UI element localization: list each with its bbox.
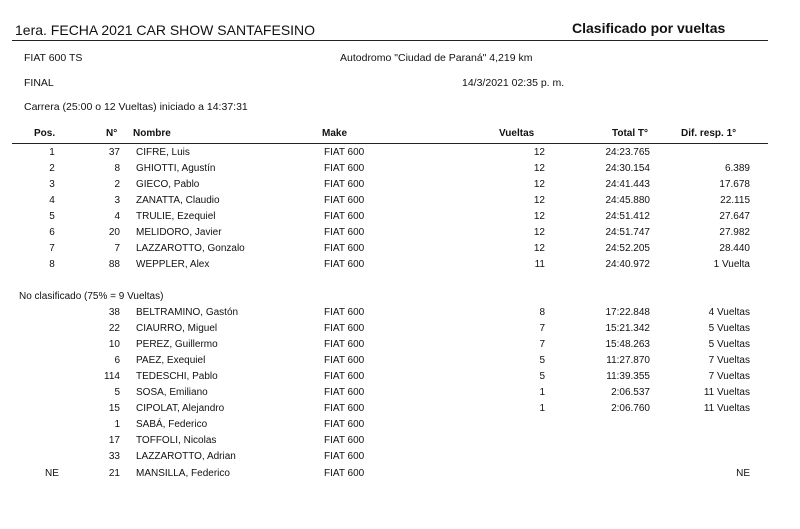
- make-cell: FIAT 600: [324, 403, 365, 414]
- classification-title: Clasificado por vueltas: [572, 20, 726, 36]
- number-cell: 20: [108, 227, 120, 238]
- pos-cell: 7: [49, 243, 55, 254]
- diff-cell: 11 Vueltas: [703, 387, 750, 398]
- col-num-header: N°: [106, 128, 118, 139]
- make-cell: FIAT 600: [324, 227, 365, 238]
- laps-cell: 12: [533, 227, 545, 238]
- laps-cell: 12: [533, 179, 545, 190]
- number-cell: 8: [114, 163, 120, 174]
- diff-cell: 5 Vueltas: [708, 339, 750, 350]
- diff-cell: 1 Vuelta: [713, 259, 750, 270]
- col-name-header: Nombre: [133, 128, 171, 139]
- total-cell: 2:06.760: [611, 403, 650, 414]
- header-divider: [12, 143, 768, 144]
- not-classified-label: No clasificado (75% = 9 Vueltas): [19, 291, 164, 302]
- make-cell: FIAT 600: [324, 468, 365, 479]
- name-cell: WEPPLER, Alex: [136, 259, 210, 270]
- number-cell: 10: [108, 339, 120, 350]
- title-divider: [12, 40, 768, 41]
- make-cell: FIAT 600: [324, 371, 365, 382]
- race-info: Carrera (25:00 o 12 Vueltas) iniciado a 14:37:31: [24, 101, 248, 113]
- total-cell: 24:23.765: [605, 147, 650, 158]
- make-cell: FIAT 600: [324, 243, 365, 254]
- diff-cell: 4 Vueltas: [708, 307, 750, 318]
- make-cell: FIAT 600: [324, 435, 365, 446]
- pos-cell: 8: [49, 259, 55, 270]
- number-cell: 37: [108, 147, 120, 158]
- diff-cell: 27.982: [719, 227, 750, 238]
- diff-cell: 27.647: [719, 211, 750, 222]
- laps-cell: 12: [533, 163, 545, 174]
- name-cell: PAEZ, Exequiel: [136, 355, 206, 366]
- name-cell: SOSA, Emiliano: [136, 387, 208, 398]
- name-cell: TOFFOLI, Nicolas: [136, 435, 217, 446]
- number-cell: 88: [108, 259, 120, 270]
- diff-cell: NE: [736, 468, 750, 479]
- name-cell: TEDESCHI, Pablo: [136, 371, 218, 382]
- name-cell: CIPOLAT, Alejandro: [136, 403, 225, 414]
- laps-cell: 1: [539, 387, 545, 398]
- laps-cell: 12: [533, 243, 545, 254]
- name-cell: MANSILLA, Federico: [136, 468, 230, 479]
- col-diff-header: Dif. resp. 1°: [681, 128, 737, 139]
- total-cell: 2:06.537: [611, 387, 650, 398]
- col-pos-header: Pos.: [34, 128, 56, 139]
- name-cell: GHIOTTI, Agustín: [136, 163, 216, 174]
- diff-cell: 7 Vueltas: [708, 355, 750, 366]
- make-cell: FIAT 600: [324, 339, 365, 350]
- make-cell: FIAT 600: [324, 307, 365, 318]
- number-cell: 114: [104, 371, 120, 382]
- name-cell: PEREZ, Guillermo: [136, 339, 218, 350]
- number-cell: 15: [108, 403, 120, 414]
- pos-cell: 3: [49, 179, 55, 190]
- number-cell: 7: [114, 243, 120, 254]
- diff-cell: 5 Vueltas: [708, 323, 750, 334]
- laps-cell: 1: [539, 403, 545, 414]
- diff-cell: 28.440: [719, 243, 750, 254]
- laps-cell: 7: [539, 339, 545, 350]
- total-cell: 17:22.848: [605, 307, 650, 318]
- make-cell: FIAT 600: [324, 451, 365, 462]
- make-cell: FIAT 600: [324, 323, 365, 334]
- diff-cell: 7 Vueltas: [708, 371, 750, 382]
- number-cell: 21: [108, 468, 120, 479]
- total-cell: 24:30.154: [605, 163, 650, 174]
- number-cell: 2: [114, 179, 120, 190]
- make-cell: FIAT 600: [324, 195, 365, 206]
- col-make-header: Make: [322, 128, 348, 139]
- pos-cell: 4: [49, 195, 55, 206]
- number-cell: 17: [108, 435, 120, 446]
- total-cell: 24:51.412: [605, 211, 650, 222]
- datetime-label: 14/3/2021 02:35 p. m.: [462, 77, 565, 89]
- name-cell: CIAURRO, Miguel: [136, 323, 218, 334]
- total-cell: 15:48.263: [605, 339, 650, 350]
- number-cell: 33: [108, 451, 120, 462]
- number-cell: 22: [108, 323, 120, 334]
- number-cell: 6: [114, 355, 120, 366]
- pos-cell: 1: [49, 147, 55, 158]
- pos-cell: 6: [49, 227, 55, 238]
- name-cell: TRULIE, Ezequiel: [136, 211, 216, 222]
- diff-cell: 6.389: [724, 163, 750, 174]
- laps-cell: 7: [539, 323, 545, 334]
- total-cell: 15:21.342: [605, 323, 650, 334]
- category-label: FIAT 600 TS: [24, 52, 83, 64]
- diff-cell: 11 Vueltas: [703, 403, 750, 414]
- total-cell: 24:41.443: [605, 179, 650, 190]
- col-laps-header: Vueltas: [499, 128, 535, 139]
- col-total-header: Total T°: [612, 128, 649, 139]
- total-cell: 24:40.972: [605, 259, 650, 270]
- diff-cell: 22.115: [720, 195, 750, 206]
- laps-cell: 12: [533, 211, 545, 222]
- laps-cell: 8: [539, 307, 545, 318]
- total-cell: 24:52.205: [605, 243, 650, 254]
- event-title: 1era. FECHA 2021 CAR SHOW SANTAFESINO: [15, 22, 316, 38]
- name-cell: ZANATTA, Claudio: [136, 195, 220, 206]
- laps-cell: 12: [533, 195, 545, 206]
- laps-cell: 5: [539, 355, 545, 366]
- make-cell: FIAT 600: [324, 211, 365, 222]
- name-cell: LAZZAROTTO, Adrian: [136, 451, 236, 462]
- session-label: FINAL: [24, 77, 54, 89]
- name-cell: SABÁ, Federico: [136, 419, 208, 430]
- number-cell: 38: [108, 307, 120, 318]
- name-cell: MELIDORO, Javier: [136, 227, 222, 238]
- name-cell: CIFRE, Luis: [136, 147, 190, 158]
- circuit-label: Autodromo "Ciudad de Paraná" 4,219 km: [340, 52, 533, 64]
- number-cell: 3: [114, 195, 120, 206]
- laps-cell: 5: [539, 371, 545, 382]
- number-cell: 5: [114, 387, 120, 398]
- total-cell: 11:39.355: [606, 371, 650, 382]
- make-cell: FIAT 600: [324, 147, 365, 158]
- make-cell: FIAT 600: [324, 387, 365, 398]
- make-cell: FIAT 600: [324, 259, 365, 270]
- make-cell: FIAT 600: [324, 179, 365, 190]
- name-cell: GIECO, Pablo: [136, 179, 200, 190]
- diff-cell: 17.678: [719, 179, 750, 190]
- laps-cell: 11: [534, 259, 545, 270]
- pos-cell: NE: [45, 468, 59, 479]
- laps-cell: 12: [533, 147, 545, 158]
- name-cell: BELTRAMINO, Gastón: [136, 307, 239, 318]
- total-cell: 11:27.870: [606, 355, 650, 366]
- pos-cell: 5: [49, 211, 55, 222]
- total-cell: 24:45.880: [605, 195, 650, 206]
- number-cell: 1: [114, 419, 120, 430]
- name-cell: LAZZAROTTO, Gonzalo: [136, 243, 245, 254]
- total-cell: 24:51.747: [605, 227, 650, 238]
- pos-cell: 2: [49, 163, 55, 174]
- make-cell: FIAT 600: [324, 355, 365, 366]
- number-cell: 4: [114, 211, 120, 222]
- make-cell: FIAT 600: [324, 419, 365, 430]
- make-cell: FIAT 600: [324, 163, 365, 174]
